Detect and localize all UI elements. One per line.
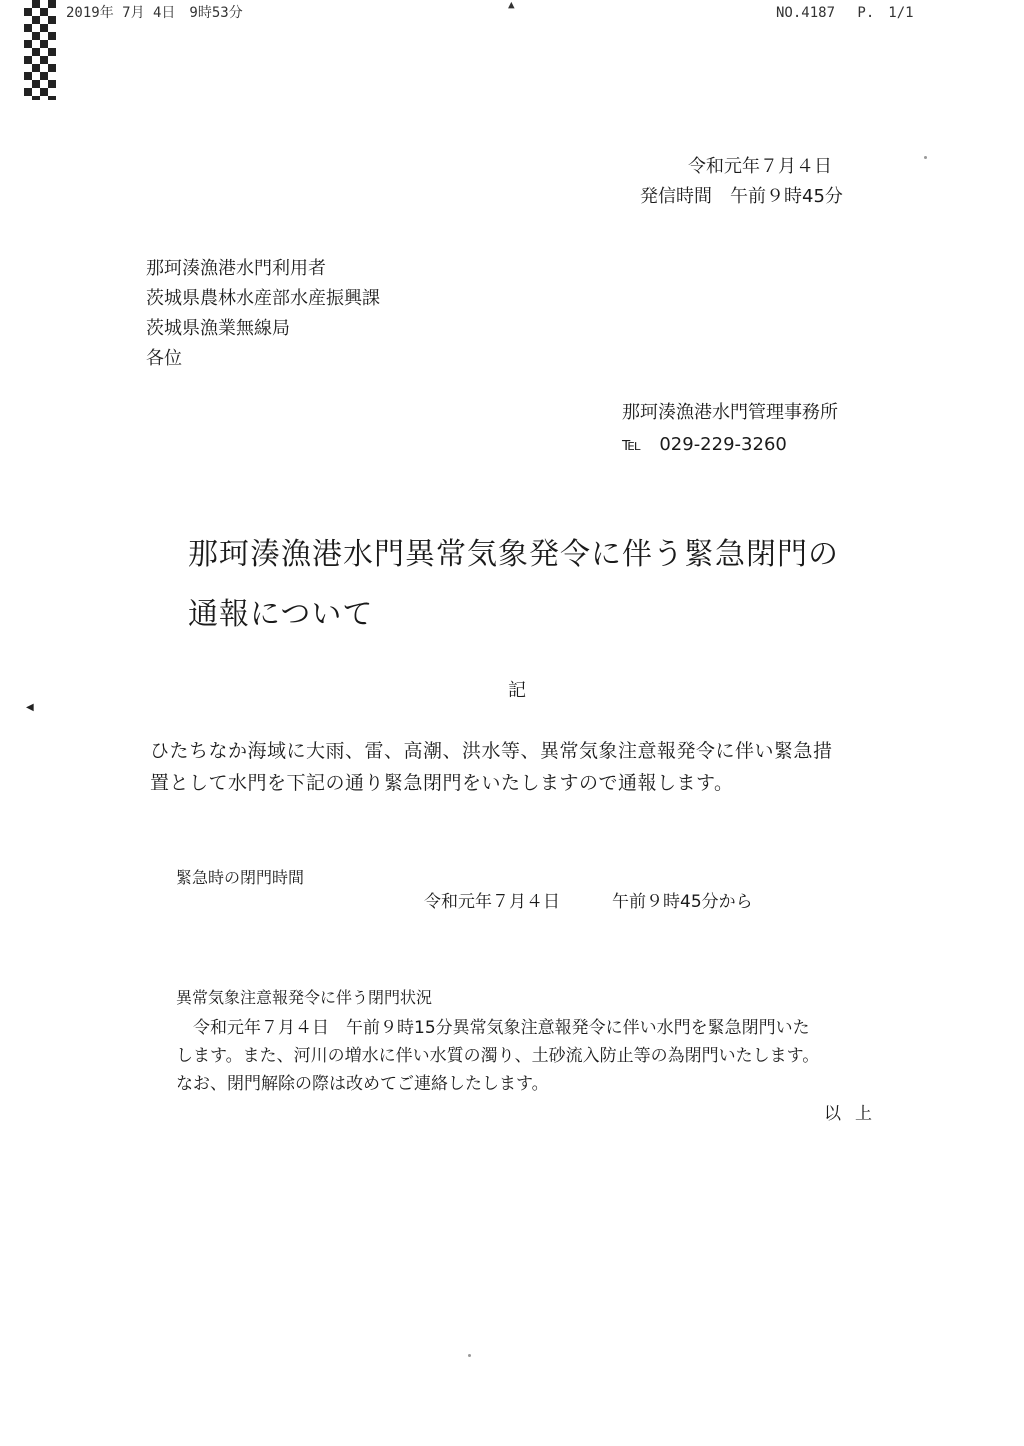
document-title-line1: 那珂湊漁港水門異常気象発令に伴う緊急閉門の (188, 537, 839, 572)
fax-page-info: NO.4187 P. 1/1 (776, 5, 914, 21)
recipient-item: 那珂湊漁港水門利用者 (146, 258, 326, 279)
recipient-item: 茨城県農林水産部水産振興課 (146, 288, 380, 309)
closure-status-line1: 令和元年７月４日 午前９時15分異常気象注意報発令に伴い水門を緊急閉門いた (176, 1018, 810, 1038)
document-title-line2: 通報について (188, 597, 374, 632)
closure-status-line2: します。また、河川の増水に伴い水質の濁り、土砂流入防止等の為閉門いたします。 (176, 1046, 820, 1066)
closure-time-heading: 緊急時の閉門時間 (176, 868, 305, 887)
closure-status-line3: なお、閉門解除の際は改めてご連絡したします。 (176, 1074, 549, 1094)
triangle-left-icon: ◀ (26, 702, 34, 713)
intro-line2: 置として水門を下記の通り緊急閉門をいたしますので通報します。 (150, 772, 734, 794)
fax-header (0, 0, 1024, 30)
fax-timestamp: 2019年 7月 4日 9時53分 (66, 5, 243, 21)
closure-date: 令和元年７月４日 (424, 892, 560, 912)
triangle-up-icon: ▲ (508, 0, 515, 11)
sender-tel: ℡ 029-229-3260 (622, 434, 787, 455)
send-time: 発信時間 午前９時45分 (640, 186, 843, 207)
closure-time: 午前９時45分から (612, 892, 753, 912)
sender-office: 那珂湊漁港水門管理事務所 (622, 402, 838, 423)
recipient-item: 茨城県漁業無線局 (146, 318, 290, 339)
ki-heading: 記 (508, 680, 526, 701)
scan-speck (468, 1354, 471, 1357)
document-date: 令和元年７月４日 (688, 156, 832, 177)
closure-status-heading: 異常気象注意報発令に伴う閉門状況 (176, 988, 433, 1007)
fax-checker-pattern (24, 0, 56, 100)
intro-line1: ひたちなか海域に大雨、雷、高潮、洪水等、異常気象注意報発令に伴い緊急措 (150, 740, 833, 762)
scan-speck (924, 156, 927, 159)
closing-remark: 以上 (824, 1104, 886, 1124)
recipient-item: 各位 (146, 348, 182, 369)
